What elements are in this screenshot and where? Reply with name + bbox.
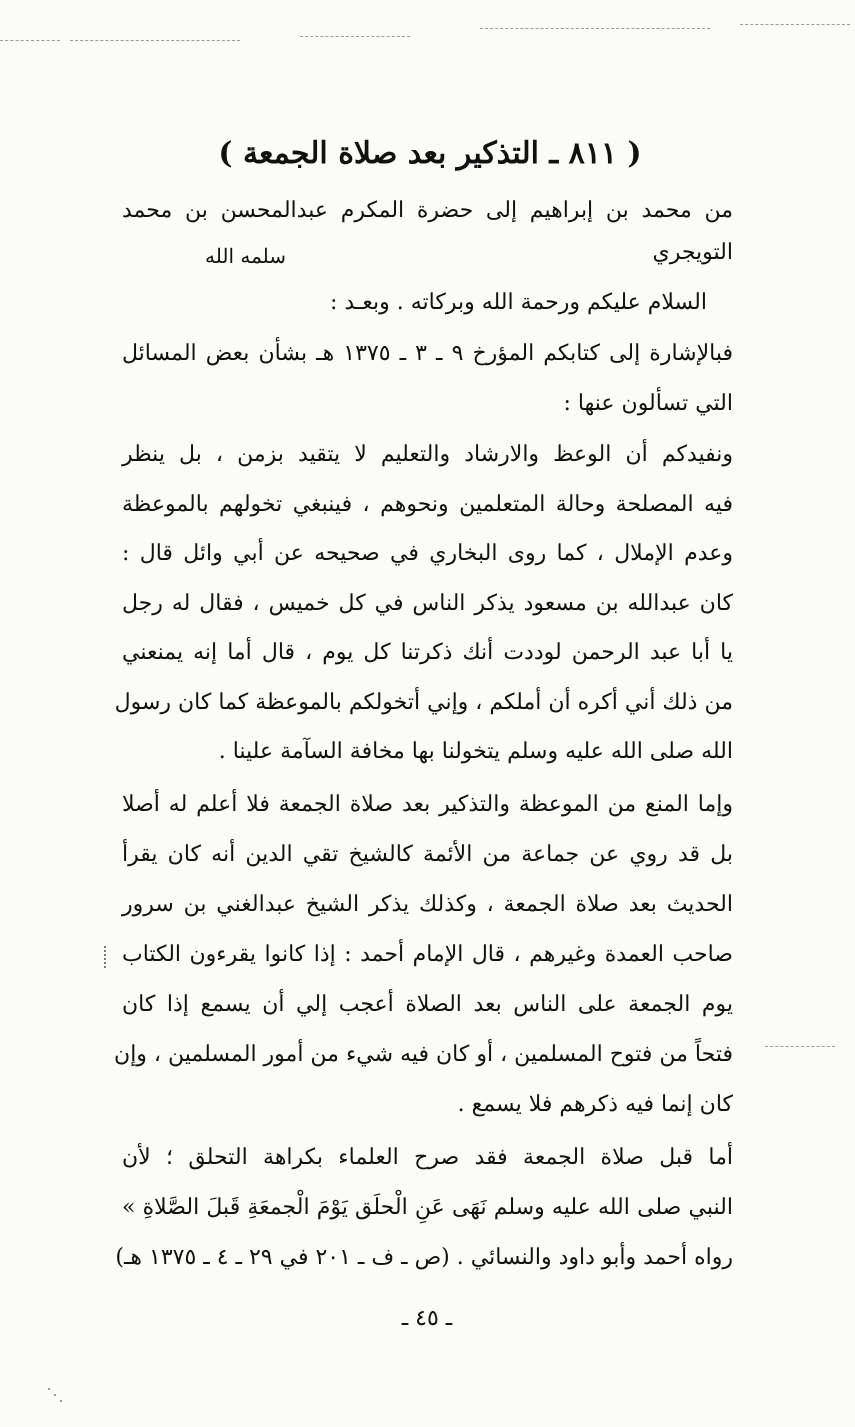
paragraph-line: صاحب العمدة وغيرهم ، قال الإمام أحمد : إذا كانوا يقرءون الكتاب [122,942,733,967]
page-number: ـ ٤٥ ـ [401,1306,453,1331]
paragraph-line: من ذلك أني أكره أن أملكم ، وإني أتخولكم بالموعظة كما كان رسول [114,690,733,715]
paragraph-line: وعدم الإملال ، كما روى البخاري في صحيحه عن أبي وائل قال : [122,541,733,566]
paragraph-line: النبي صلى الله عليه وسلم نَهَى عَنِ الْحلَق يَوْمَ الْجمعَةِ قَبلَ الصَّلاةِ » [122,1195,733,1220]
paragraph-line: يوم الجمعة على الناس بعد الصلاة أعجب إلي أن يسمع إذا كان [122,992,733,1017]
scan-speck [60,1400,62,1402]
paragraph-line: وإما المنع من الموعظة والتذكير بعد صلاة الجمعة فلا أعلم له أصلا [122,792,733,817]
paragraph-line: كان عبدالله بن مسعود يذكر الناس في كل خميس ، فقال له رجل [122,591,733,616]
paragraph-line: رواه أحمد وأبو داود والنسائي . (ص ـ ف ـ ٢٠١ في ٢٩ ـ ٤ ـ ١٣٧٥ هـ) [115,1245,733,1270]
blessing-text: سلمه الله [205,244,287,268]
paragraph-line: ونفيدكم أن الوعظ والارشاد والتعليم لا يتقيد بزمن ، بل ينظر [122,442,733,467]
paragraph-line: فيه المصلحة وحالة المتعلمين ونحوهم ، فينبغي تخولهم بالموعظة [122,492,733,517]
paragraph-line: الله صلى الله عليه وسلم يتخولنا بها مخافة السآمة علينا . [218,739,733,764]
recipient-line: من محمد بن إبراهيم إلى حضرة المكرم عبدالمحسن بن محمد [122,198,733,223]
scan-artifact-line [740,24,850,25]
paragraph-line: بل قد روي عن جماعة من الأئمة كالشيخ تقي الدين أنه كان يقرأ [122,842,733,867]
recipient-name: التويجري [652,240,733,265]
greeting-line: السلام عليكم ورحمة الله وبركاته . وبعـد : [330,290,707,315]
paragraph-line: يا أبا عبد الرحمن لوددت أنك ذكرتنا كل يوم ، قال أما إنه يمنعني [122,640,733,665]
paragraph-line: فتحاً من فتوح المسلمين ، أو كان فيه شيء من أمور المسلمين ، وإن [114,1042,733,1067]
scan-speck [54,1394,56,1396]
paragraph-line: فبالإشارة إلى كتابكم المؤرخ ٩ ـ ٣ ـ ١٣٧٥ هـ بشأن بعض المسائل [122,341,733,366]
scan-artifact-line [480,28,710,29]
margin-mark [104,946,112,968]
scan-artifact-line [70,40,240,41]
scan-artifact-line [0,40,60,41]
paragraph-line: الحديث بعد صلاة الجمعة ، وكذلك يذكر الشيخ عبدالغني بن سرور [122,892,733,917]
paragraph-line: كان إنما فيه ذكرهم فلا يسمع . [457,1092,733,1117]
paragraph-line: التي تسألون عنها : [563,391,733,416]
scan-artifact-line [765,1046,835,1047]
document-title: ( ٨١١ ـ التذكير بعد صلاة الجمعة ) [218,136,642,171]
scan-artifact-line [300,36,410,37]
scan-speck [48,1388,50,1390]
paragraph-line: أما قبل صلاة الجمعة فقد صرح العلماء بكراهة التحلق ؛ لأن [122,1145,733,1170]
